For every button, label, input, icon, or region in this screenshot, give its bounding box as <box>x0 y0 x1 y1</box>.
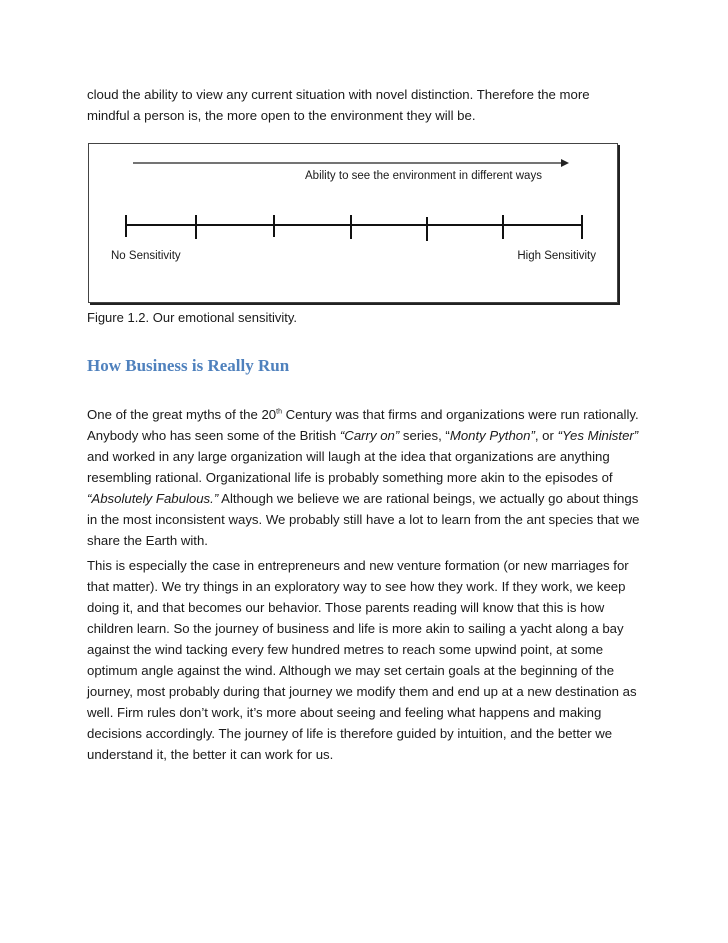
superscript: th <box>276 408 282 416</box>
italic-title: “Absolutely Fabulous.” <box>87 491 219 506</box>
sensitivity-scale-graphic <box>89 144 617 302</box>
italic-title: Monty Python” <box>449 428 535 443</box>
text-line <box>87 425 652 446</box>
text-line <box>87 488 652 509</box>
text-line: in the most inconsistent ways. We probably still have a lot to learn from the ant species that we <box>87 512 640 527</box>
text-line: decisions accordingly. The journey of life is therefore guided by intuition, and the better we <box>87 726 613 741</box>
body-paragraph-1 <box>87 404 652 551</box>
text-line: mindful a person is, the more open to the environment they will be. <box>87 108 476 123</box>
text-line: cloud the ability to view any current situation with novel distinction. Therefore the more <box>87 87 590 102</box>
text-run: , or <box>534 428 558 443</box>
text-line: children learn. So the journey of business and life is more akin to sailing a yacht along a bay <box>87 621 624 636</box>
section-heading: How Business is Really Run <box>87 356 290 375</box>
text-line: that matter). We try things in an exploratory way to see how they work. If they work, we keep <box>87 579 626 594</box>
text-line: and worked in any large organization will laugh at the idea that organizations are anything <box>87 449 610 464</box>
text-line: well. Firm rules don’t work, it’s more about seeing and feeling what happens and making <box>87 705 602 720</box>
text-line: doing it, and that becomes our behavior. Those parents reading will know that this is how <box>87 600 605 615</box>
text-line: optimum angle against the wind. Although we may set certain goals at the beginning of the <box>87 663 615 678</box>
text-run: Anybody who has seen some of the British <box>87 428 340 443</box>
arrow-label: Ability to see the environment in different ways <box>305 170 542 182</box>
text-run: Although we believe we are rational beings, we actually go about things <box>218 491 639 506</box>
intro-paragraph <box>87 84 652 126</box>
text-line: against the wind tacking every few hundred metres to reach some upwind point, at some <box>87 642 604 657</box>
high-sensitivity-label: High Sensitivity <box>517 250 596 262</box>
text-line: resembling rational. Organizational life is probably something more akin to the episodes of <box>87 470 613 485</box>
text-line: understand it, the better it can work for us. <box>87 747 334 762</box>
italic-title: “Carry on” <box>339 428 400 443</box>
direction-arrowhead <box>561 159 569 167</box>
sensitivity-figure <box>88 143 618 303</box>
figure-caption: Figure 1.2. Our emotional sensitivity. <box>87 310 298 325</box>
text-run: Century was that firms and organizations were run rationally. <box>281 407 639 422</box>
text-line <box>87 404 652 425</box>
body-paragraph-2 <box>87 555 652 765</box>
text-run: One of the great myths of the 20 <box>87 407 277 422</box>
no-sensitivity-label: No Sensitivity <box>111 250 181 262</box>
text-line: This is especially the case in entrepreneurs and new venture formation (or new marriages for <box>87 558 629 573</box>
text-line: share the Earth with. <box>87 533 208 548</box>
text-run: series, “ <box>399 428 450 443</box>
italic-title: “Yes Minister” <box>557 428 639 443</box>
text-line: journey, most probably during that journey we modify them and end up at a new destination as <box>87 684 637 699</box>
